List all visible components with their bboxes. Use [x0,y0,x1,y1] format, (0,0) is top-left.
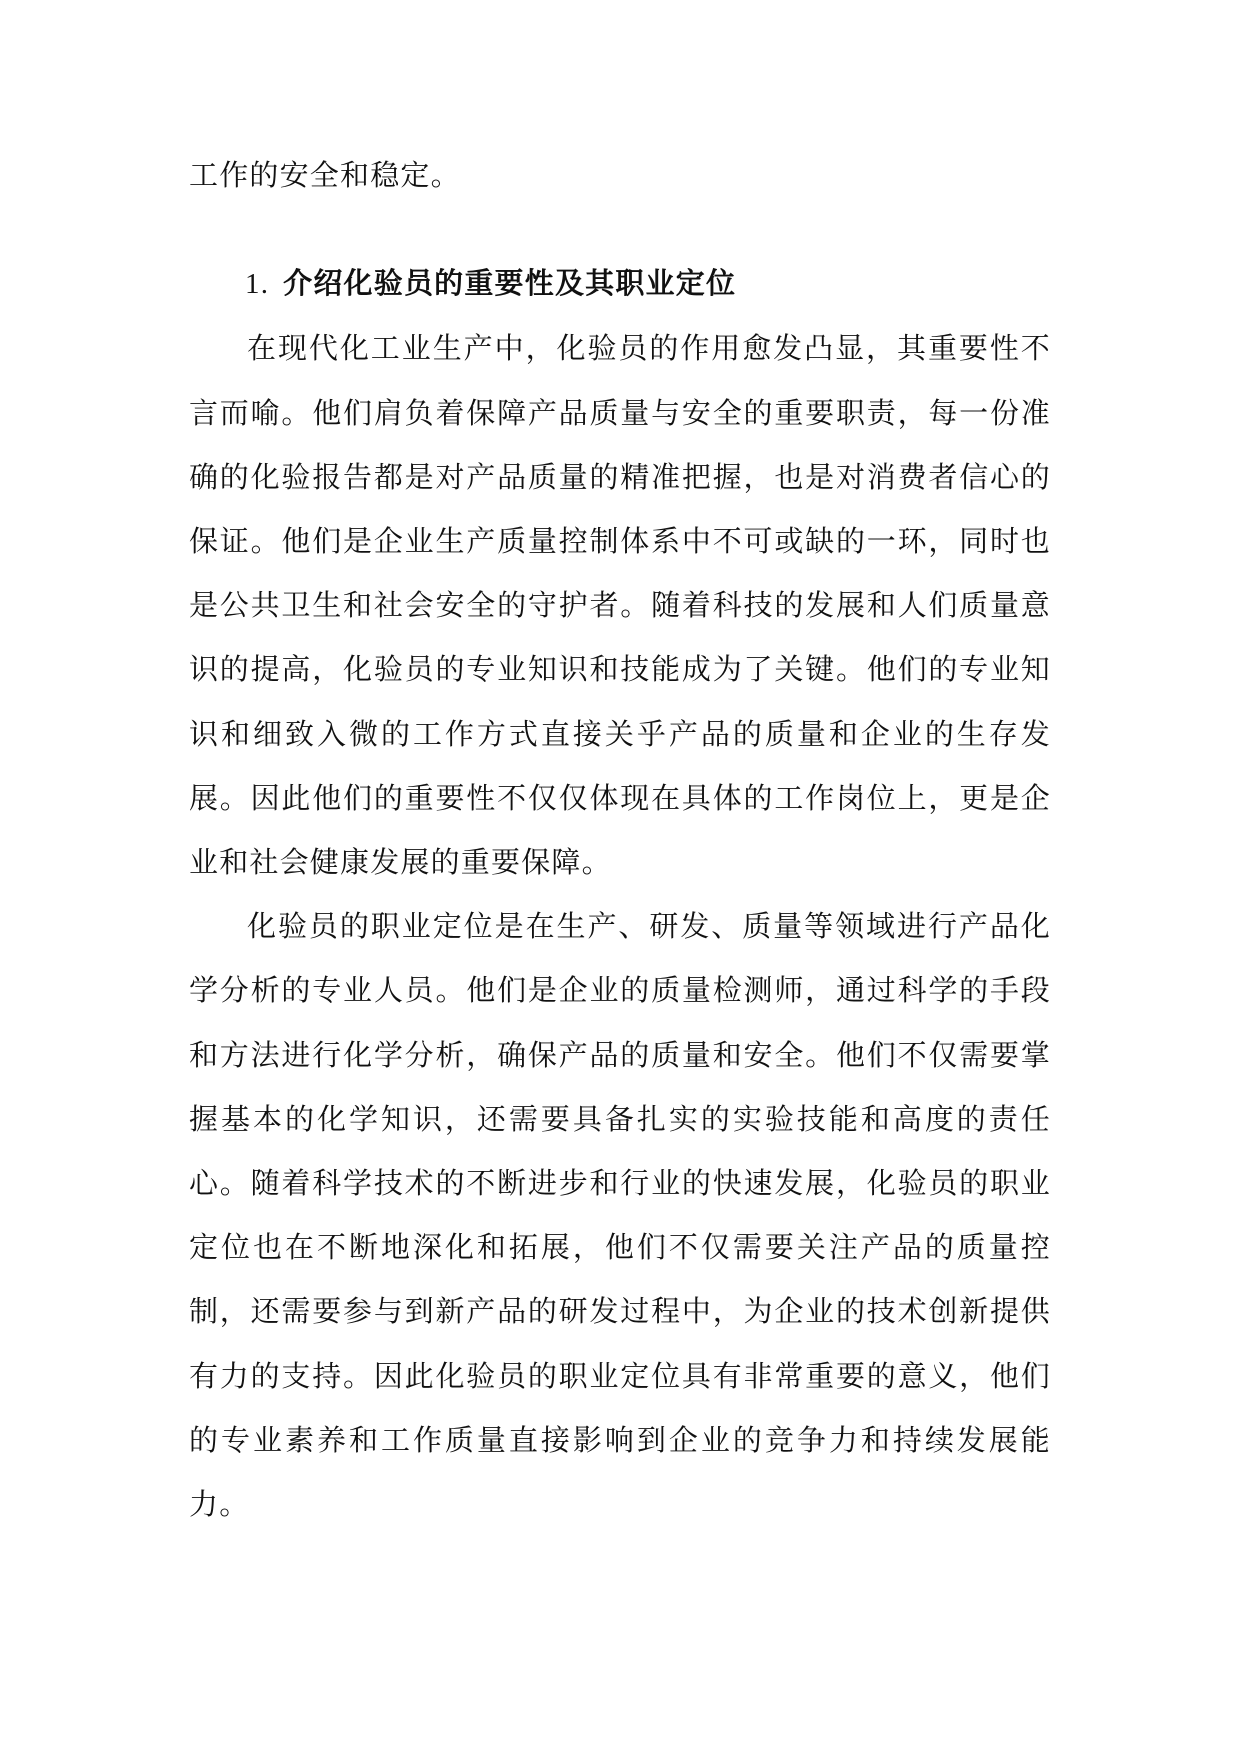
continued-paragraph: 工作的安全和稳定。 [189,158,461,192]
body-paragraph: 在现代化工业生产中，化验员的作用愈发凸显，其重要性不言而喻。他们肩负着保障产品质量与安全的重要职责，每一份准确的化验报告都是对产品质量的精准把握，也是对消费者信心的保证。他们是企业生产质量控制体系中不可或缺的一环，同时也是公共卫生和社会安全的守护者。随着科技的发展和人们质量意识的提高，化验员的专业知识和技能成为了关键。他们的专业知识和细致入微的工作方式直接关乎产品的质量和企业的生存发展。因此他们的重要性不仅仅体现在具体的工作岗位上，更是企业和社会健康发展的重要保障。 [189,331,1051,880]
page-content [189,143,1051,1536]
section-title: 介绍化验员的重要性及其职业定位 [283,266,737,301]
body-paragraph: 化验员的职业定位是在生产、研发、质量等领域进行产品化学分析的专业人员。他们是企业的质量检测师，通过科学的手段和方法进行化学分析，确保产品的质量和安全。他们不仅需要掌握基本的化学知识，还需要具备扎实的实验技能和高度的责任心。随着科学技术的不断进步和行业的快速发展，化验员的职业定位也在不断地深化和拓展，他们不仅需要关注产品的质量控制，还需要参与到新产品的研发过程中，为企业的技术创新提供有力的支持。因此化验员的职业定位具有非常重要的意义，他们的专业素养和工作质量直接影响到企业的竞争力和持续发展能力。 [189,909,1051,1522]
section-number: 1. [245,268,270,301]
section-heading [189,251,1051,316]
